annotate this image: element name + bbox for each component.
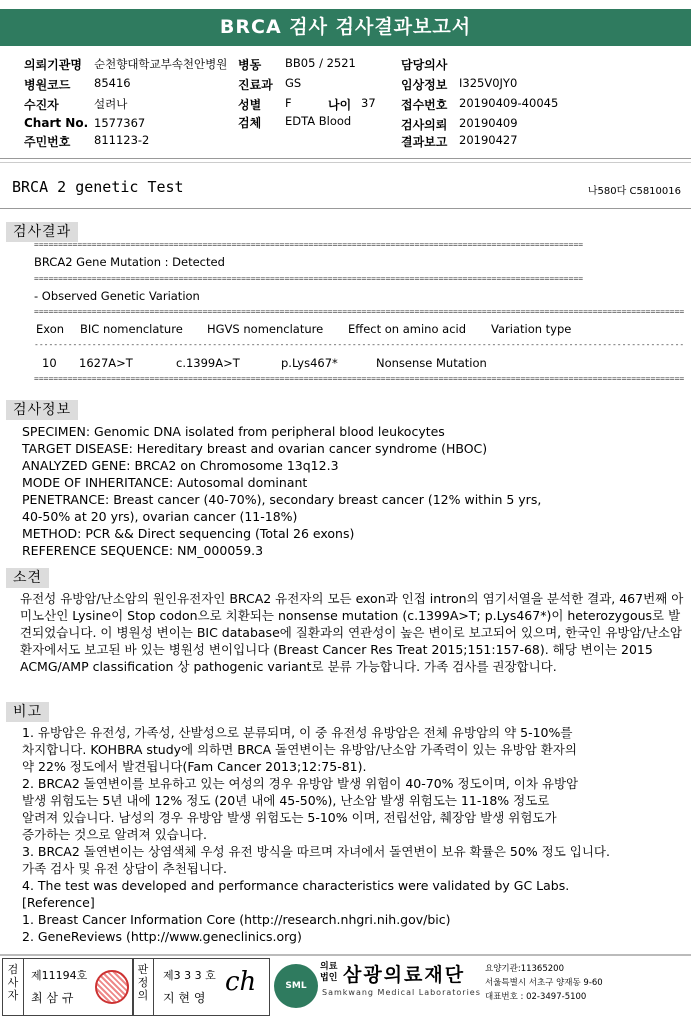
- remark-line: 알려져 있습니다. 남성의 경우 유방암 발생 위험도는 5-10% 이며, 전립선암, 췌장암 발생 위험도가: [22, 810, 557, 825]
- specimen-label: 검체: [238, 116, 262, 130]
- examiner-license: 제11194호: [31, 969, 88, 982]
- confirm-box: [132, 958, 270, 1016]
- cell-exon: 10: [42, 356, 57, 370]
- finding-text: 유전성 유방암/난소암의 원인유전자인 BRCA2 유전자의 모든 exon과 인접 intron의 염기서열을 분석한 결과, 467번째 아미노산인 Lysine이 Stop codon으로 치환되는 nonsense mutation (c.1399A>T; p.Lys467*)이 heterozygous로 발견되었습니다. 이 병원성 변이는 BIC database에 질환과의 연관성이 높은 변이로 보고되어 있으며, 한국인 유방암/난소암 환자에서도 보고된 바 있는 병원성 변이입니다 (Breast Cancer Res Treat 2015;151:157-68). 해당 변이는 2015 ACMG/AMP classification 상 pathogenic variant로 분류 가능합니다. 가족 검사를 권장합니다.: [20, 591, 684, 674]
- report-footer: [0, 954, 691, 1016]
- confirm-license: 제3 3 3 호: [163, 969, 216, 982]
- remark-line: 발생 위험도는 5년 내에 12% 정도 (20년 내에 45-50%), 난소암 발생 위험도는 11-18% 정도로: [22, 793, 550, 808]
- org-code: 요양기관:11365200: [485, 964, 564, 974]
- col-header-bic: BIC nomenclature: [80, 322, 183, 336]
- remark-line: 차지합니다. KOHBRA study에 의하면 BRCA 돌연변이는 유방암/난소암 가족력이 있는 유방암 환자의: [22, 742, 577, 757]
- info-line: ANALYZED GENE: BRCA2 on Chromosome 13q12.3: [22, 458, 339, 473]
- request-date-label: 검사의뢰: [401, 118, 448, 132]
- patient-value: 설려나: [94, 97, 128, 111]
- clinical-value: I325V0JY0: [459, 76, 518, 90]
- info-line: REFERENCE SEQUENCE: NM_000059.3: [22, 543, 264, 558]
- signature: ch: [225, 967, 257, 997]
- report-title: BRCA 검사 검사결과보고서: [0, 9, 691, 46]
- cell-hgvs: c.1399A>T: [176, 356, 240, 370]
- divider-line: =======================================================================================================================================: [34, 374, 685, 383]
- org-name-en: Samkwang Medical Laboratories: [322, 988, 481, 997]
- examiner-label: 검사자: [7, 963, 19, 1002]
- patient-label: 수진자: [24, 98, 59, 112]
- specimen-value: EDTA Blood: [285, 114, 352, 128]
- reference-line: 1. Breast Cancer Information Core (http://research.nhgri.nih.gov/bic): [22, 912, 451, 927]
- clinical-label: 임상정보: [401, 78, 448, 92]
- box-divider: [153, 959, 154, 1015]
- info-line: MODE OF INHERITANCE: Autosomal dominant: [22, 475, 308, 490]
- mutation-status: BRCA2 Gene Mutation : Detected: [34, 255, 225, 269]
- divider-line: ==================================================================================================================: [34, 240, 584, 249]
- chart-value: 1577367: [94, 116, 146, 130]
- test-title: BRCA 2 genetic Test: [12, 178, 184, 196]
- report-date-label: 결과보고: [401, 135, 448, 149]
- result-heading: 검사결과: [6, 222, 78, 242]
- remark-line: 2. BRCA2 돌연변이를 보유하고 있는 여성의 경우 유방암 발생 위험이 40-70% 정도이며, 이차 유방암: [22, 776, 579, 791]
- confirm-label: 판정의: [137, 963, 149, 1002]
- remark-line: 약 22% 정도에서 발견됩니다(Fam Cancer 2013;12:75-81).: [22, 759, 367, 774]
- confirm-name: 지 현 영: [163, 991, 206, 1005]
- col-header-hgvs: HGVS nomenclature: [207, 322, 324, 336]
- sex-value: F: [285, 96, 292, 110]
- cell-bic: 1627A>T: [79, 356, 133, 370]
- reference-heading: [Reference]: [22, 895, 95, 910]
- org-prefix: 의료법인: [320, 962, 338, 983]
- remark-line: 1. 유방암은 유전성, 가족성, 산발성으로 분류되며, 이 중 유전성 유방암은 전체 유방암의 약 5-10%를: [22, 725, 573, 740]
- remark-line: 3. BRCA2 돌연변이는 상염색체 우성 유전 방식을 따르며 자녀에서 돌연변이 보유 확률은 50% 정도 입니다.: [22, 844, 610, 859]
- col-header-variation: Variation type: [491, 322, 572, 336]
- institution-value: 순천향대학교부속천안병원: [94, 57, 228, 71]
- doctor-label: 담당의사: [401, 58, 448, 72]
- col-header-effect: Effect on amino acid: [348, 322, 467, 336]
- examiner-name: 최 삼 규: [31, 991, 74, 1005]
- sex-label: 성별: [238, 98, 262, 112]
- remark-line: 증가하는 것으로 알려져 있습니다.: [22, 827, 207, 842]
- reference-line: 2. GeneReviews (http://www.geneclinics.org): [22, 929, 302, 944]
- observed-variation-label: - Observed Genetic Variation: [34, 289, 200, 303]
- ward-label: 병동: [238, 58, 262, 72]
- age-label: 나이: [328, 98, 352, 112]
- divider-line: ---------------------------------------------------------------------------------------------------------------------------------------: [34, 340, 685, 349]
- receipt-value: 20190409-40045: [459, 96, 559, 110]
- receipt-label: 접수번호: [401, 98, 448, 112]
- dept-value: GS: [285, 76, 302, 90]
- hospital-code-value: 85416: [94, 76, 131, 90]
- remarks-heading: 비고: [6, 702, 49, 722]
- ward-value: BB05 / 2521: [285, 56, 356, 70]
- test-divider: [0, 208, 691, 209]
- institution-label: 의뢰기관명: [24, 58, 82, 72]
- report-date-value: 20190427: [459, 133, 518, 147]
- finding-heading: 소견: [6, 568, 49, 588]
- org-address: 서울특별시 서초구 양재동 9-60: [485, 978, 603, 988]
- col-header-exon: Exon: [36, 322, 65, 336]
- request-date-value: 20190409: [459, 116, 518, 130]
- seal-stamp-icon: [95, 970, 129, 1004]
- id-label: 주민번호: [24, 135, 71, 149]
- info-line: 40-50% at 20 yrs), ovarian cancer (11-18%): [22, 509, 298, 524]
- test-code: 나580다 C5810016: [587, 186, 681, 197]
- age-value: 37: [361, 96, 376, 110]
- cell-variation: Nonsense Mutation: [376, 356, 487, 370]
- info-line: PENETRANCE: Breast cancer (40-70%), secondary breast cancer (12% within 5 yrs,: [22, 492, 542, 507]
- id-value: 811123-2: [94, 133, 150, 147]
- cell-effect: p.Lys467*: [281, 356, 338, 370]
- header-divider-secondary: [0, 162, 691, 163]
- patient-header: [0, 52, 691, 162]
- chart-label: Chart No.: [24, 116, 89, 130]
- hospital-code-label: 병원코드: [24, 78, 71, 92]
- sml-logo-icon: SML: [274, 964, 318, 1008]
- info-line: SPECIMEN: Genomic DNA isolated from peripheral blood leukocytes: [22, 424, 445, 439]
- info-line: METHOD: PCR && Direct sequencing (Total 26 exons): [22, 526, 355, 541]
- test-title-bar: [0, 170, 691, 204]
- org-name: 삼광의료재단: [343, 964, 466, 986]
- dept-label: 진료과: [238, 78, 273, 92]
- box-divider: [23, 959, 24, 1015]
- divider-line: ==================================================================================================================: [34, 274, 584, 283]
- divider-line: =======================================================================================================================================: [34, 307, 685, 316]
- header-divider: [0, 158, 691, 159]
- info-heading: 검사정보: [6, 400, 78, 420]
- org-phone: 대표번호 : 02-3497-5100: [485, 992, 587, 1002]
- info-line: TARGET DISEASE: Hereditary breast and ovarian cancer syndrome (HBOC): [22, 441, 488, 456]
- examiner-box: [2, 958, 134, 1016]
- remark-line: 4. The test was developed and performance characteristics were validated by GC Labs.: [22, 878, 570, 893]
- remark-line: 가족 검사 및 유전 상담이 추천됩니다.: [22, 861, 227, 876]
